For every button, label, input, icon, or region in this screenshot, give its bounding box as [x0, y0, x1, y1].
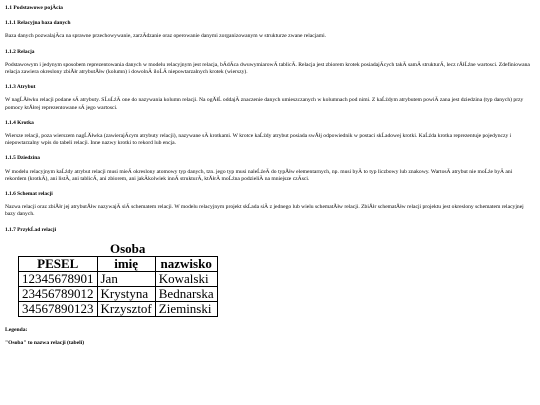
table-cell: 12345678901: [19, 271, 98, 286]
table-header-row: [19, 256, 218, 271]
section-title: 1.1 Podstawowe pojÄcia: [5, 5, 63, 11]
paragraph-atrybut: W nagĹĂłwku relacji podane sÄ atrybuty. SĹuĹźÄ one do nazywania kolumn relacji. Na ogĂłĹ oddajÄ znaczenie danych umieszczanych w kolumnach pod nimi. Z kaĹźdym atrybutem powiÄ zana jest dziedzina (typ danych) przy pomocy ktĂłrej reprezentowane sÄ jego wartosci.: [5, 97, 524, 111]
relation-table: [18, 256, 218, 317]
heading-schemat-relacji: 1.1.6 Schemat relacji: [5, 191, 53, 198]
column-header: nazwisko: [155, 256, 217, 271]
table-row: [19, 271, 218, 286]
legend-line: "Osoba" to nazwa relacji (tabeli): [5, 340, 85, 347]
column-header: PESEL: [19, 256, 98, 271]
legend: [5, 327, 535, 347]
heading-krotka: 1.1.4 Krotka: [5, 119, 34, 126]
table-cell: Krzysztof: [97, 301, 155, 316]
table-cell: 23456789012: [19, 286, 98, 301]
table-row: [19, 301, 218, 316]
table-row: [19, 286, 218, 301]
paragraph-relacyjna-baza-danych: Baza danych pozwalajÄca na sprawne przechowywanie, zarzÄdzanie oraz operowanie danymi zorganizowanym w strukturze zwane relacjami.: [5, 33, 327, 40]
table-cell: Bednarska: [155, 286, 217, 301]
heading-atrybut: 1.1.3 Atrybut: [5, 84, 36, 91]
heading-relacja: 1.1.2 Relacja: [5, 48, 35, 55]
paragraph-krotka: Wiersze relacji, poza wierszem nagĹĂłwka (zawierajÄcym atrybuty relacji), nazywane sÄ krotkami. W krotce kaĹźdy atrybut posiada swĂłj odpowiednik w postaci skĹadowej krotki. KaĹźda krotka reprezentuje pojedynczy i niepowtarzalny wpis do tabeli relacji. Inne nazwy krotki to rekord lub encja.: [5, 133, 512, 147]
heading-przyklad-relacji: 1.1.7 PrzykĹad relacji: [5, 226, 57, 233]
relation-caption: Osoba: [110, 240, 146, 256]
table-cell: 34567890123: [19, 301, 98, 316]
heading-relacyjna-baza-danych: 1.1.1 Relacyjna baza danych: [5, 20, 71, 27]
paragraph-relacja: Podstawowym i jedynym sposobem reprezentowania danych w modelu relacyjnym jest relacja, bÄdÄca dwuwymiarowÄ tablicÄ. Relacja jest zbiorem krotek posiadajÄcych takÄ samÄ strukturÄ, lecz rĂłĹźne wartosci. Zdefiniowana relacja zawiera okreslony zbiĂłr atrybutĂłw (kolumn) i dowolnÄ iloĹÄ niepowtarzalnych krotek (wierszy).: [5, 61, 530, 76]
paragraph-dziedzina: W modelu relacyjnym kaĹźdy atrybut relacji musi mieÄ okreslony atomowy typ danych, tzn. jego typ musi naleĹźeÄ do typĂłw elementarnych, np. musi byÄ to typ liczbowy lub znakowy. WartosÄ atrybut nie moĹźe byÄ ani rekordem (krotkÄ), ani listÄ, ani tablicÄ, ani zbiorem, ani jakÄkolwiek innÄ strukturÄ, ktĂłrÄ moĹźna podzieliÄ na mniejsze czÄsci.: [5, 168, 513, 182]
table-cell: Jan: [97, 271, 155, 286]
table-cell: Zieminski: [155, 301, 217, 316]
table-cell: Krystyna: [97, 286, 155, 301]
legend-title: Legenda:: [5, 326, 28, 333]
column-header: imię: [97, 256, 155, 271]
heading-dziedzina: 1.1.5 Dziedzina: [5, 155, 40, 162]
table-cell: Kowalski: [155, 271, 217, 286]
paragraph-schemat-relacji: Nazwa relacji oraz zbiĂłr jej atrybutĂłw nazywajÄ siÄ schematem relacji. W modelu relacyjnym projekt skĹada siÄ z jednego lub wielu schematĂłw relacji. ZbiĂłr schematĂłw relacji projektu jest okreslony schematem relacyjnej bazy danych.: [5, 204, 524, 218]
